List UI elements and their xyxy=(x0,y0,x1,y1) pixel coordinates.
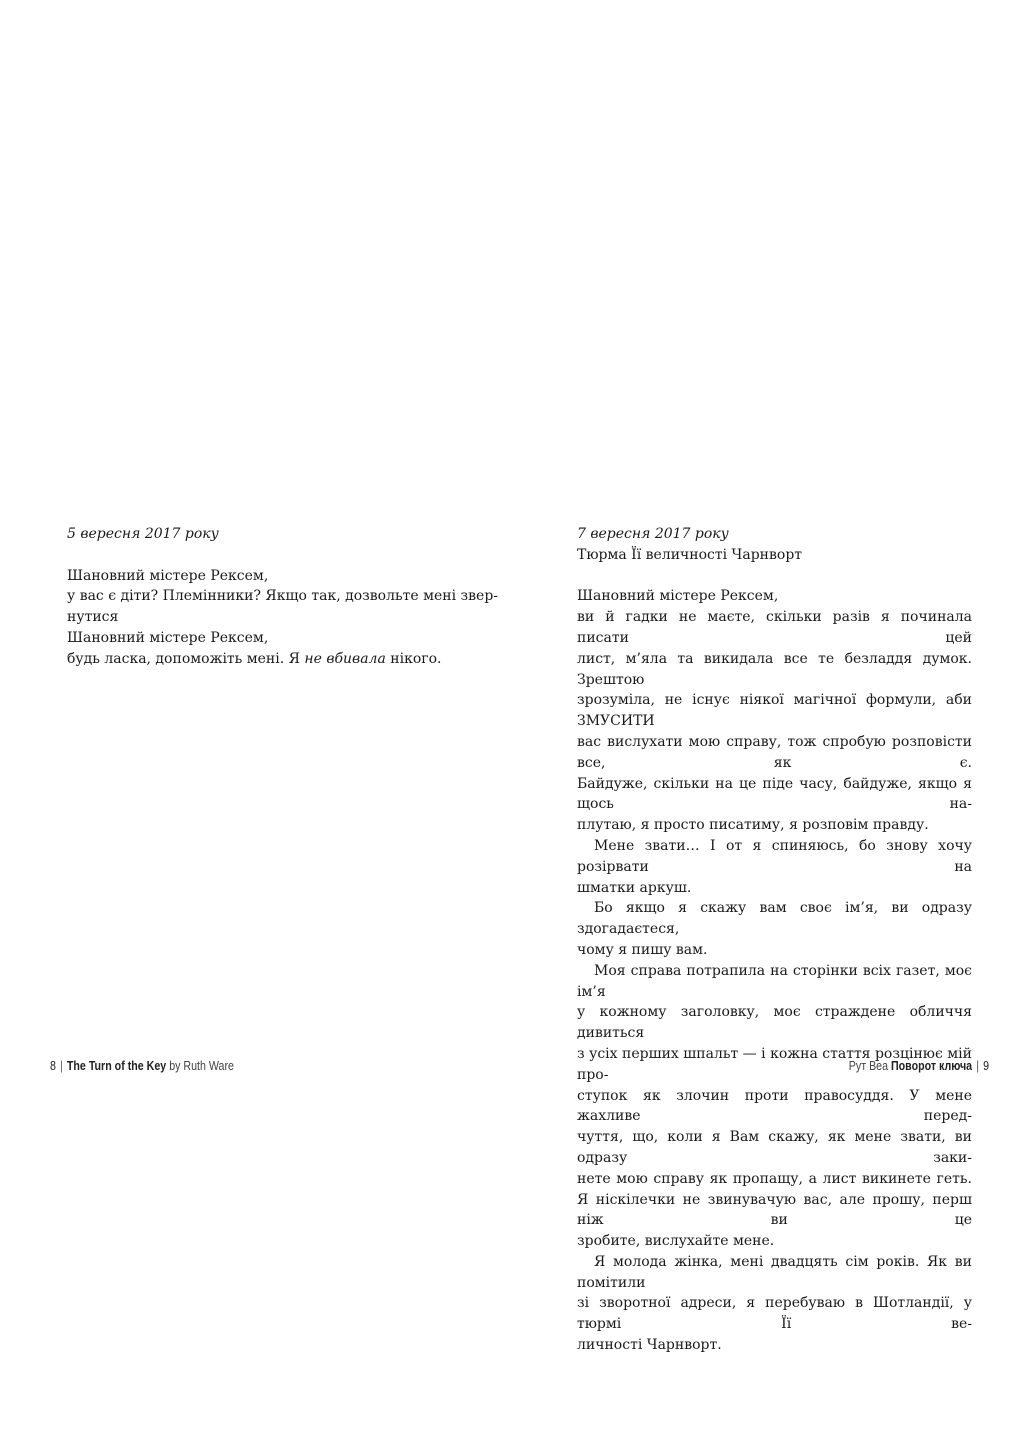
left-greeting-2: Шановний містере Рексем, xyxy=(67,629,269,646)
right-letter-place: Тюрма Її величності Чарнворт xyxy=(577,546,803,563)
left-page xyxy=(67,524,499,670)
body-line: Байдуже, скільки на це піде часу, байдуже, якщо я щось на- xyxy=(577,775,972,813)
body-line: у кожному заголовку, моє страждене обличчя дивиться xyxy=(577,1004,972,1042)
body-line: Я молода жінка, мені двадцять сім років. Як ви помітили xyxy=(577,1253,972,1291)
body-line: вас вислухати мою справу, тож спробую розповісти все, як є. xyxy=(577,733,972,771)
footer-book-title-ua: Поворот ключа xyxy=(890,1058,973,1073)
footer-separator: | xyxy=(60,1058,63,1073)
left-letter-date: 5 вересня 2017 року xyxy=(67,526,219,542)
footer-left xyxy=(50,1057,234,1075)
body-line: чуття, що, коли я Вам скажу, як мене звати, ви одразу заки- xyxy=(577,1129,972,1166)
right-letter-date: 7 вересня 2017 року xyxy=(577,526,729,542)
page-number-left: 8 xyxy=(50,1058,56,1073)
footer-right xyxy=(849,1057,989,1075)
body-line: плутаю, я просто писатиму, я розповім правду. xyxy=(577,817,929,834)
footer-separator: | xyxy=(976,1058,979,1073)
left-text-segment: нікого. xyxy=(385,650,442,667)
left-body-line-final xyxy=(67,649,467,670)
body-line: зрозуміла, не існує ніякої магічної формули, аби ЗМУСИТИ xyxy=(577,692,972,730)
body-line: личності Чарнворт. xyxy=(577,1337,722,1354)
right-page xyxy=(577,524,972,1356)
left-emphasis: не вбивала xyxy=(304,650,386,667)
body-line: Бо якщо я скажу вам своє ім’я, ви одразу здогадаєтеся, xyxy=(577,900,972,938)
body-line: шматки аркуш. xyxy=(577,879,692,896)
left-text-segment: будь ласка, допоможіть мені. Я xyxy=(67,650,305,667)
page-number-right: 9 xyxy=(983,1058,989,1073)
body-line: ви й гадки не маєте, скільки разів я починала писати цей xyxy=(577,609,972,646)
body-line: Я ніскілечки не звинувачую вас, але прошу, перш ніж ви це xyxy=(577,1191,972,1229)
left-body-line: у вас є діти? Племінники? Якщо так, дозвольте мені звер- xyxy=(67,588,499,605)
body-line: зі зворотної адреси, я перебуваю в Шотландії, у тюрмі Її ве- xyxy=(577,1295,972,1333)
body-line: Моя справа потрапила на сторінки всіх газет, моє ім’я xyxy=(577,962,972,1000)
left-greeting-1: Шановний містере Рексем, xyxy=(67,567,269,584)
left-body-line: нутися xyxy=(67,609,119,626)
body-line: зробите, вислухайте мене. xyxy=(577,1233,775,1250)
body-line: Мене звати… І от я спиняюсь, бо знову хочу розірвати на xyxy=(577,837,972,875)
footer-book-title-en: The Turn of the Key xyxy=(66,1058,167,1073)
footer-author-ua: Рут Веа xyxy=(848,1058,889,1073)
body-line: нете мою справу як пропащу, а лист викинете геть. xyxy=(577,1170,972,1187)
footer-byline: by Ruth Ware xyxy=(169,1058,234,1073)
body-line: чому я пишу вам. xyxy=(577,941,708,958)
body-line: з усіх перших шпальт — і кожна стаття розцінює мій про- xyxy=(577,1045,972,1083)
body-line: лист, м’яла та викидала все те безладдя думок. Зрештою xyxy=(577,650,972,688)
right-greeting: Шановний містере Рексем, xyxy=(577,588,779,605)
body-line: ступок як злочин проти правосуддя. У мене жахливе перед- xyxy=(577,1087,972,1125)
